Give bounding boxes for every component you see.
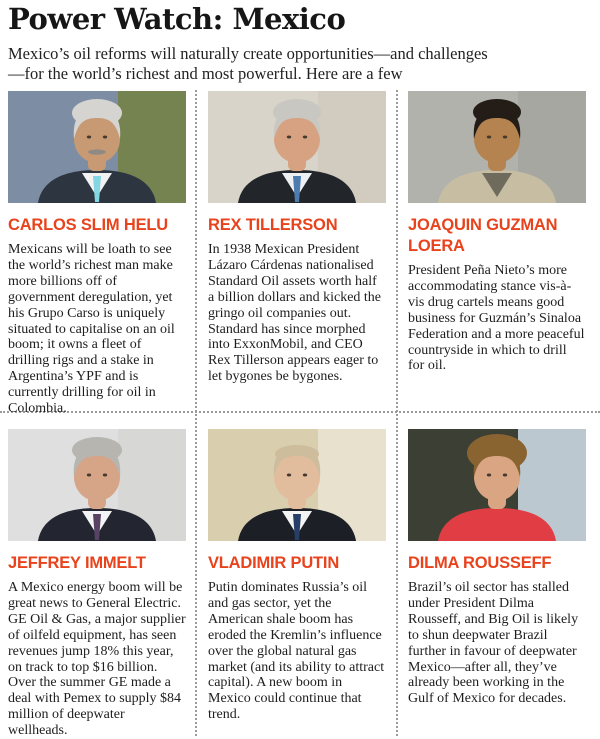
- column-divider-2: [396, 90, 398, 736]
- profile-card-dilma-rousseff: [408, 429, 586, 707]
- profile-card-rex-tillerson: [208, 91, 386, 385]
- profile-body: A Mexico energy boom will be great news to General Electric. GE Oil & Gas, a major supplier of oilfeld equipment, has seen revenues jump 18% this year, on track to top $16 billion. Over the summer GE made a deal with Pemex to supply $84 million of deepwater wellheads.: [8, 580, 186, 739]
- profile-card-jeffrey-immelt: [8, 429, 186, 739]
- jeffrey-immelt-photo: [8, 429, 186, 541]
- profile-name: DILMA ROUSSEFF: [408, 554, 552, 572]
- dilma-rousseff-photo: [408, 429, 586, 541]
- column-divider-1: [195, 90, 197, 736]
- profile-body: Brazil’s oil sector has stalled under President Dilma Rousseff, and Big Oil is likely to shun deepwater Brazil further in favour of deepwater Mexico—after all, they’ve already been working in the Gulf of Mexico for decades.: [408, 580, 579, 707]
- profile-body: Putin dominates Russia’s oil and gas sector, yet the American shale boom has eroded the Kremlin’s influence over the global natural gas market (and its ability to attract capital). A new boom in Mexico could continue that trend.: [208, 580, 385, 723]
- profile-card-joaquin-guzman: [408, 91, 586, 374]
- profile-name: CARLOS SLIM HELU: [8, 216, 168, 234]
- profile-name: REX TILLERSON: [208, 216, 338, 234]
- page-subtitle-line1: Mexico’s oil reforms will naturally create opportunities—and challenges: [8, 44, 488, 63]
- profile-card-vladimir-putin: [208, 429, 386, 723]
- vladimir-putin-photo: [208, 429, 386, 541]
- profile-body: President Peña Nieto’s more accommodating stance vis-à-vis drug cartels means good business for Guzmán’s Sinaloa Federation and a more peaceful countryside in which to drill for oil.: [408, 263, 585, 374]
- profile-body: In 1938 Mexican President Lázaro Cárdenas nationalised Standard Oil assets worth half a billion dollars and kicked the gringo oil companies out. Standard has since morphed into ExxonMobil, and CEO Rex Tillerson appears eager to let bygones be bygones.: [208, 242, 382, 385]
- profile-name: JEFFREY IMMELT: [8, 554, 146, 572]
- profile-name: JOAQUIN GUZMAN LOERA: [408, 216, 558, 255]
- rex-tillerson-photo: [208, 91, 386, 203]
- profile-body: Mexicans will be loath to see the world’s richest man make more billions off of government deregulation, yet his Grupo Carso is uniquely situated to capitalise on an oil boom; it owns a fleet of drilling rigs and a stake in Argentina’s YPF and is currently drilling for oil in Colombia.: [8, 242, 175, 417]
- profile-card-carlos-slim: [8, 91, 186, 417]
- carlos-slim-photo: [8, 91, 186, 203]
- joaquin-guzman-photo: [408, 91, 586, 203]
- page-subtitle: [8, 44, 596, 83]
- profile-name: VLADIMIR PUTIN: [208, 554, 340, 572]
- page-subtitle-line2: —for the world’s richest and most powerful. Here are a few: [8, 63, 403, 83]
- page-title: Power Watch: Mexico: [8, 2, 346, 36]
